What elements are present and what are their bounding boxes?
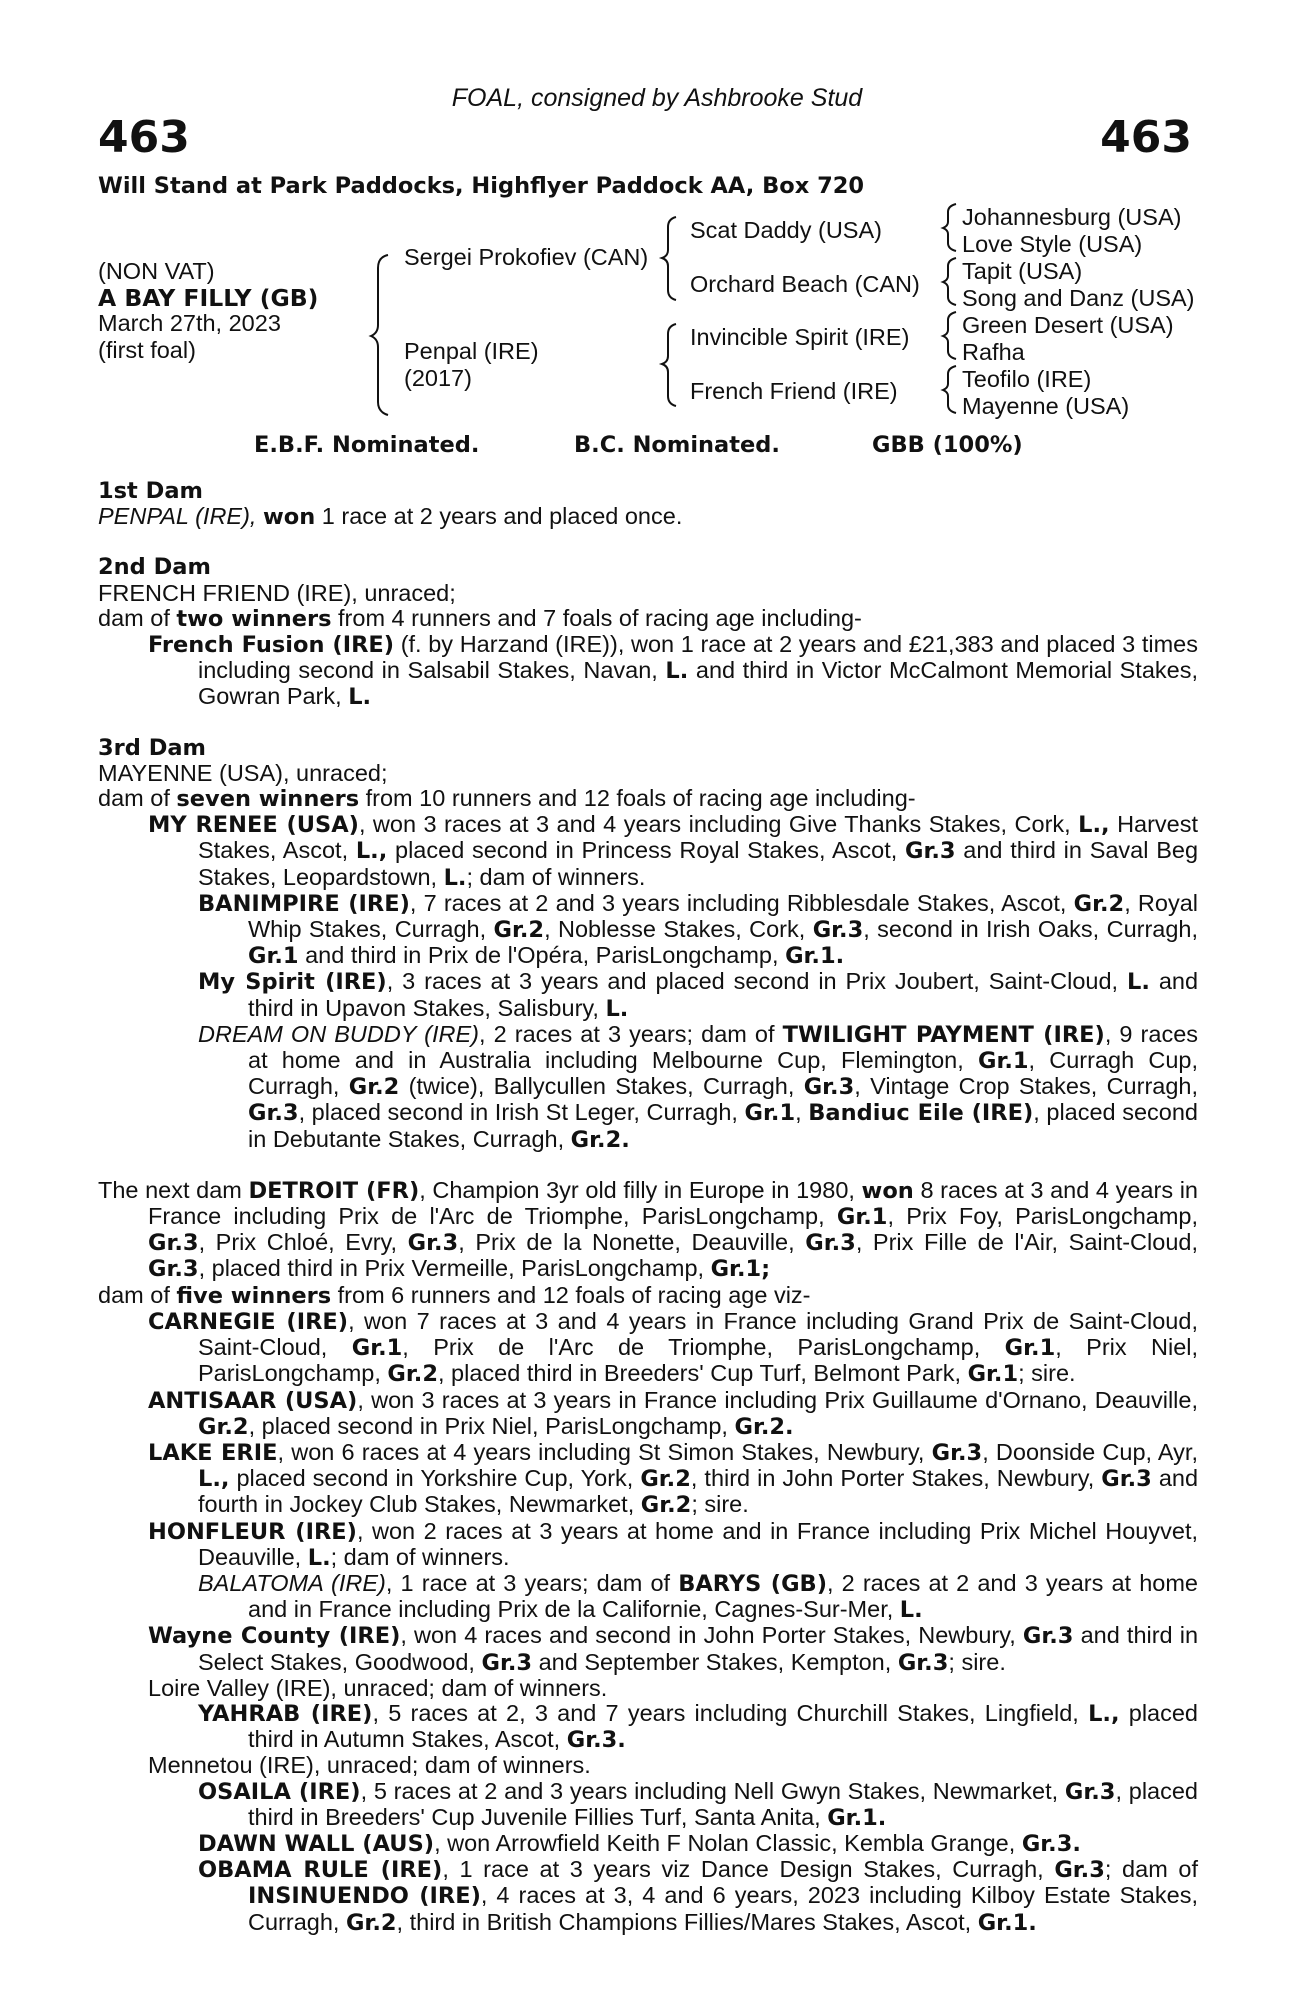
race-grade-label: Gr.3 — [1022, 1623, 1074, 1650]
dam2-p1-L1-text: L. — [665, 658, 689, 685]
nextdam-intro-text: The next dam — [98, 1176, 242, 1203]
nextdam-or-name-text: OBAMA RULE (IRE) — [198, 1857, 443, 1884]
nextdam-le-name-text: LAKE ERIE — [148, 1439, 278, 1466]
nextdam-damof-c-text: from 6 runners and 12 foals of racing age viz- — [337, 1281, 811, 1308]
dam3-tp-e-text: , placed second in Irish St Leger, Curragh, — [298, 1099, 738, 1126]
nextdam-a-text: , Champion 3yr old filly in Europe in 1980, — [419, 1176, 855, 1203]
vat-status: (NON VAT) — [98, 258, 215, 284]
dam3-db-name-text: DREAM ON BUDDY (IRE) — [198, 1020, 479, 1047]
produce-honfleur — [98, 1519, 1198, 1571]
race-grade-label: Gr.1; — [710, 1256, 771, 1283]
race-grade-label: Gr.2. — [734, 1413, 794, 1440]
produce-my-spirit — [98, 969, 1198, 1021]
third-dam-produce — [98, 786, 1198, 812]
dam3-ba-d-text: , second in Irish Oaks, Curragh, — [863, 916, 1199, 943]
race-grade-label: Gr.3 — [905, 838, 956, 865]
nextdam-ho-a-text: , won 2 races at 3 years at home and in France including Prix Michel Houyvet, Deauville, — [198, 1517, 1199, 1570]
nextdam-by-name-text: BARYS (GB) — [678, 1570, 827, 1597]
race-grade-label: Gr.1 — [977, 1048, 1029, 1075]
dam3-mr-b-text: Harvest Stakes, Ascot, — [198, 811, 1199, 864]
nextdam-or-b-text: ; dam of — [1104, 1856, 1198, 1883]
nextdam-le-c-text: placed second in Yorkshire Cup, York, — [236, 1465, 634, 1492]
gg-1: Johannesburg (USA) — [962, 204, 1182, 230]
nextdam-name-text: DETROIT (FR) — [248, 1177, 420, 1204]
dam3-mr-name-text: MY RENEE (USA) — [148, 812, 359, 839]
race-grade-label: Gr.3 — [481, 1649, 533, 1676]
sire-name: Sergei Prokofiev (CAN) — [404, 244, 649, 270]
race-grade-label: Gr.1 — [351, 1335, 403, 1362]
second-dam-produce — [98, 606, 1198, 632]
gg-4: Song and Danz (USA) — [962, 285, 1195, 311]
dam3-mr-a-text: , won 3 races at 3 and 4 years including Give Thanks Stakes, Cork, — [358, 811, 1071, 838]
dam-name: Penpal (IRE) — [404, 338, 539, 364]
dam3-tp-c-text: (twice), Ballycullen Stakes, Curragh, — [408, 1073, 795, 1100]
gg-7: Teofilo (IRE) — [962, 366, 1092, 392]
dam2-damof-a-text: dam of — [98, 604, 170, 631]
dam3-ba-b-text: , Royal Whip Stakes, Curragh, — [248, 889, 1199, 943]
dam2-p1-a-text: (f. by Harzand (IRE)), won 1 race at 2 years and £21,383 and placed 3 times including second in Salsabil Stakes, Navan, — [198, 631, 1198, 684]
race-grade-label: Gr.2 — [387, 1361, 438, 1388]
race-grade-label: Gr.1 — [1004, 1335, 1056, 1362]
produce-mennetou: Mennetou (IRE), unraced; dam of winners. — [148, 1752, 591, 1779]
dam3-ba-e-text: and third in Prix de l'Opéra, ParisLongchamp, — [305, 942, 779, 969]
race-grade-label: Gr.3. — [1021, 1830, 1081, 1857]
nextdam-os-name-text: OSAILA (IRE) — [198, 1778, 361, 1805]
dam-sire: Invincible Spirit (IRE) — [690, 324, 910, 350]
nextdam-dw-name-text: DAWN WALL (AUS) — [198, 1830, 435, 1857]
dam2-p1-b-text: and third in Victor McCalmont Memorial Stakes, Gowran Park, — [198, 657, 1198, 710]
race-grade-label: L. — [605, 995, 629, 1022]
dam3-mr-e-text: ; dam of winners. — [466, 863, 646, 890]
dam3-damof-a-text: dam of — [98, 785, 170, 812]
dam-year: (2017) — [404, 365, 472, 391]
third-dam-line: MAYENNE (USA), unraced; — [98, 759, 388, 786]
nextdam-f-text: , Prix Fille de l'Air, Saint-Cloud, — [855, 1229, 1198, 1256]
lot-number-right: 463 — [1100, 112, 1192, 163]
first-dam-heading: 1st Dam — [98, 478, 203, 504]
produce-loire-valley: Loire Valley (IRE), unraced; dam of winners. — [148, 1674, 608, 1701]
nextdam-le-f-text: ; sire. — [691, 1491, 749, 1518]
gg-3: Tapit (USA) — [962, 258, 1083, 284]
nextdam-wc-a-text: , won 4 races and second in John Porter Stakes, Newbury, — [400, 1622, 1016, 1649]
first-dam-name: PENPAL (IRE), — [98, 503, 257, 530]
dam2-damof-b-text: two winners — [176, 605, 332, 632]
nextdam-an-name-text: ANTISAAR (USA) — [148, 1387, 358, 1414]
sire-dam: Orchard Beach (CAN) — [690, 271, 920, 297]
race-grade-label: Gr.1 — [248, 943, 299, 970]
race-grade-label: Gr.3 — [805, 1230, 856, 1257]
produce-obama-rule — [98, 1857, 1198, 1936]
nextdam-ho-b-text: ; dam of winners. — [330, 1543, 510, 1570]
date-of-birth: March 27th, 2023 — [98, 310, 281, 336]
nextdam-an-a-text: , won 3 races at 3 years in France including Prix Guillaume d'Ornano, Deauville, — [357, 1386, 1199, 1413]
dam3-ms-b-text: and third in Upavon Stakes, Salisbury, — [248, 968, 1199, 1021]
horse-name: A BAY FILLY (GB) — [98, 284, 319, 312]
race-grade-label: Gr.3 — [803, 1074, 855, 1101]
produce-carnegie — [98, 1309, 1198, 1388]
race-grade-label: L. — [899, 1597, 923, 1624]
ebf-nomination: E.B.F. Nominated. — [254, 432, 480, 458]
race-grade-label: Gr.3 — [148, 1256, 199, 1283]
dam3-mr-d-text: and third in Saval Beg Stakes, Leopardstown, — [198, 837, 1199, 890]
race-grade-label: Gr.3 — [812, 917, 864, 944]
nextdam-c-text: , Prix Foy, ParisLongchamp, — [887, 1203, 1199, 1230]
race-grade-label: Gr.1 — [967, 1361, 1019, 1388]
race-grade-label: L., — [1078, 812, 1110, 839]
nextdam-le-b-text: , Doonside Cup, Ayr, — [982, 1438, 1198, 1465]
nextdam-in-name-text: INSINUENDO (IRE) — [248, 1883, 481, 1910]
dam3-damof-b-text: seven winners — [176, 786, 360, 813]
second-dam-line: FRENCH FRIEND (IRE), unraced; — [98, 579, 456, 606]
dam3-damof-c-text: from 10 runners and 12 foals of racing age including- — [365, 785, 916, 812]
dam3-ba-name-text: BANIMPIRE (IRE) — [198, 890, 410, 917]
nextdam-le-a-text: , won 6 races at 4 years including St Simon Stakes, Newbury, — [277, 1438, 925, 1465]
nextdam-an-b-text: , placed second in Prix Niel, ParisLongchamp, — [248, 1412, 728, 1439]
nextdam-bt-a-text: , 1 race at 3 years; dam of — [385, 1569, 671, 1596]
nextdam-damof-b-text: five winners — [176, 1282, 332, 1309]
nextdam-damof-a-text: dam of — [98, 1281, 170, 1308]
consignor-line: FOAL, consigned by Ashbrooke Stud — [451, 84, 863, 112]
dam3-db-a-text: , 2 races at 3 years; dam of — [479, 1020, 775, 1047]
race-grade-label: L., — [1088, 1700, 1120, 1727]
nextdam-wc-name-text: Wayne County (IRE) — [148, 1623, 401, 1650]
dam3-ms-a-text: , 3 races at 3 years and placed second in Prix Joubert, Saint-Cloud, — [386, 968, 1119, 995]
nextdam-wc-b-text: and third in Select Stakes, Goodwood, — [198, 1622, 1199, 1675]
nextdam-ca-b-text: , Prix de l'Arc de Triomphe, ParisLongchamp, — [402, 1334, 981, 1361]
nextdam-g-text: , placed third in Prix Vermeille, ParisLongchamp, — [198, 1255, 705, 1282]
race-grade-label: Gr.1. — [827, 1804, 887, 1831]
race-grade-label: Gr.3 — [1101, 1466, 1152, 1493]
produce-banimpire — [98, 891, 1198, 970]
race-grade-label: Gr.1 — [836, 1204, 888, 1231]
nextdam-b-text: 8 races at 3 and 4 years in France including Prix de l'Arc de Triomphe, ParisLongchamp, — [148, 1176, 1198, 1230]
produce-balatoma — [98, 1571, 1198, 1623]
dam3-ba-a-text: , 7 races at 2 and 3 years including Ribblesdale Stakes, Ascot, — [409, 889, 1067, 916]
next-dam-produce — [98, 1283, 1198, 1309]
nextdam-wc-d-text: ; sire. — [948, 1648, 1006, 1675]
produce-french-fusion — [98, 632, 1198, 711]
race-grade-label: Gr.3 — [931, 1439, 983, 1466]
race-grade-label: Gr.3 — [897, 1649, 949, 1676]
race-grade-label: Gr.3 — [248, 1100, 299, 1127]
nextdam-ho-name-text: HONFLEUR (IRE) — [148, 1518, 357, 1545]
produce-lake-erie — [98, 1440, 1198, 1519]
gg-2: Love Style (USA) — [962, 231, 1143, 257]
race-grade-label: Gr.3. — [566, 1727, 626, 1754]
nextdam-e-text: , Prix de la Nonette, Deauville, — [458, 1229, 795, 1256]
nextdam-le-d-text: , third in John Porter Stakes, Newbury, — [690, 1465, 1095, 1492]
gg-5: Green Desert (USA) — [962, 312, 1174, 338]
won-label: won — [262, 504, 316, 531]
race-grade-label: Gr.2 — [493, 917, 545, 944]
nextdam-ca-a-text: , won 7 races at 3 and 4 years in France including Grand Prix de Saint-Cloud, Saint-Cloud, — [198, 1307, 1198, 1361]
gg-8: Mayenne (USA) — [962, 393, 1130, 419]
dam3-ms-name-text: My Spirit (IRE) — [198, 969, 387, 996]
race-grade-label: Gr.1. — [977, 1909, 1037, 1936]
produce-yahrab — [98, 1701, 1198, 1753]
nextdam-le-e-text: and fourth in Jockey Club Stakes, Newmarket, — [198, 1465, 1199, 1518]
race-grade-label: L., — [198, 1466, 230, 1493]
produce-dawn-wall — [98, 1831, 1198, 1857]
first-dam-text — [98, 504, 1198, 530]
nextdam-won-text: won — [861, 1177, 914, 1204]
dam3-tp-b-text: , Curragh Cup, Curragh, — [248, 1047, 1199, 1100]
bc-nomination: B.C. Nominated. — [574, 432, 780, 458]
dam3-tp-d-text: , Vintage Crop Stakes, Curragh, — [854, 1073, 1199, 1100]
race-grade-label: Gr.3 — [148, 1230, 199, 1257]
third-dam-heading: 3rd Dam — [98, 734, 206, 761]
nextdam-ya-b-text: placed third in Autumn Stakes, Ascot, — [248, 1699, 1198, 1753]
next-dam-detroit — [98, 1178, 1198, 1283]
nextdam-ca-c-text: , Prix Niel, ParisLongchamp, — [198, 1334, 1199, 1387]
race-grade-label: Gr.3 — [407, 1230, 459, 1257]
produce-osaila — [98, 1779, 1198, 1831]
gbb-status: GBB (100%) — [872, 432, 1023, 458]
dam2-p1-L2-text: L. — [348, 684, 372, 711]
nextdam-in-a-text: , 4 races at 3, 4 and 6 years, 2023 including Kilboy Estate Stakes, Curragh, — [248, 1882, 1198, 1935]
dam3-be-a-text: , placed second in Debutante Stakes, Curragh, — [248, 1099, 1198, 1152]
nextdam-wc-c-text: and September Stakes, Kempton, — [538, 1648, 892, 1675]
race-grade-label: Gr.1 — [744, 1100, 796, 1127]
sire-sire: Scat Daddy (USA) — [690, 217, 882, 243]
nextdam-os-a-text: , 5 races at 2 and 3 years including Nell Gwyn Stakes, Newmarket, — [360, 1777, 1059, 1804]
race-grade-label: Gr.2 — [1073, 890, 1125, 917]
race-grade-label: Gr.3 — [1064, 1778, 1116, 1805]
dam3-mr-c-text: placed second in Princess Royal Stakes, Ascot, — [395, 837, 898, 864]
produce-my-renee — [98, 812, 1198, 891]
second-dam-heading: 2nd Dam — [98, 554, 211, 581]
stand-location: Will Stand at Park Paddocks, Highflyer Paddock AA, Box 720 — [98, 173, 865, 199]
produce-dream-on-buddy: DREAM ON BUDDY (IRE), 2 races at 3 years; dam of TWILIGHT PAYMENT (IRE), 9 races at home and in Australia including Melbourne Cup, Flemington, Gr.1, Curragh Cup, Curragh, Gr.2 (twice), Ballycullen Stakes, Curragh, Gr.3, Vintage Crop Stakes, Curragh, Gr.3, placed second in Irish St Leger, Curragh, Gr.1, Bandiuc Eile (IRE), placed second in Debutante Stakes, Curragh, Gr.2. — [198, 1020, 1199, 1153]
nextdam-d-text: , Prix Chloé, Evry, — [198, 1229, 398, 1256]
race-grade-label: L., — [355, 838, 388, 865]
race-grade-label: Gr.2 — [348, 1074, 400, 1101]
race-grade-label: Gr.3 — [1054, 1857, 1105, 1884]
produce-antisaar — [98, 1388, 1198, 1440]
nextdam-ya-a-text: , 5 races at 2, 3 and 7 years including Churchill Stakes, Lingfield, — [372, 1699, 1079, 1726]
race-grade-label: Gr.2 — [198, 1413, 249, 1440]
dam2-p1-name-text: French Fusion (IRE) — [148, 632, 395, 659]
nextdam-ca-name-text: CARNEGIE (IRE) — [148, 1308, 349, 1335]
race-grade-label: L. — [307, 1544, 331, 1571]
nextdam-in-b-text: , third in British Champions Fillies/Mares Stakes, Ascot, — [396, 1908, 972, 1935]
gg-6: Rafha — [962, 339, 1025, 365]
race-grade-label: L. — [443, 864, 467, 891]
nextdam-dw-a-text: , won Arrowfield Keith F Nolan Classic, Kembla Grange, — [434, 1829, 1016, 1856]
dam2-damof-c-text: from 4 runners and 7 foals of racing age including- — [338, 604, 862, 631]
nextdam-bt-name-text: BALATOMA (IRE) — [198, 1569, 386, 1596]
race-grade-label: Gr.1. — [785, 943, 845, 970]
first-dam-record: 1 race at 2 years and placed once. — [321, 503, 683, 530]
nextdam-or-a-text: , 1 race at 3 years viz Dance Design Stakes, Curragh, — [442, 1856, 1044, 1883]
race-grade-label: Gr.2 — [345, 1909, 397, 1936]
dam3-tp-name-text: TWILIGHT PAYMENT (IRE) — [782, 1021, 1105, 1048]
race-grade-label: Gr.2 — [640, 1492, 692, 1519]
nextdam-ca-d-text: , placed third in Breeders' Cup Turf, Belmont Park, — [437, 1360, 962, 1387]
race-grade-label: L. — [1127, 969, 1150, 996]
dam3-be-name-text: Bandiuc Eile (IRE) — [808, 1100, 1034, 1127]
produce-wayne-county — [98, 1623, 1198, 1675]
foal-note: (first foal) — [98, 337, 196, 363]
nextdam-ca-e-text: ; sire. — [1018, 1360, 1076, 1387]
dam3-ba-c-text: , Noblesse Stakes, Cork, — [544, 916, 806, 943]
lot-number-left: 463 — [98, 112, 190, 163]
race-grade-label: Gr.2. — [570, 1126, 630, 1153]
catalogue-body — [98, 479, 1198, 1936]
dam-dam: French Friend (IRE) — [690, 378, 898, 404]
race-grade-label: Gr.2 — [640, 1466, 691, 1493]
nextdam-by-a-text: , 2 races at 2 and 3 years at home and in France including Prix de la Californie, Cagnes-Sur-Mer, — [248, 1569, 1199, 1623]
dam3-tp-a-text: , 9 races at home and in Australia including Melbourne Cup, Flemington, — [248, 1020, 1199, 1074]
nextdam-os-b-text: , placed third in Breeders' Cup Juvenile Fillies Turf, Santa Anita, — [248, 1777, 1199, 1830]
nextdam-ya-name-text: YAHRAB (IRE) — [198, 1700, 373, 1727]
